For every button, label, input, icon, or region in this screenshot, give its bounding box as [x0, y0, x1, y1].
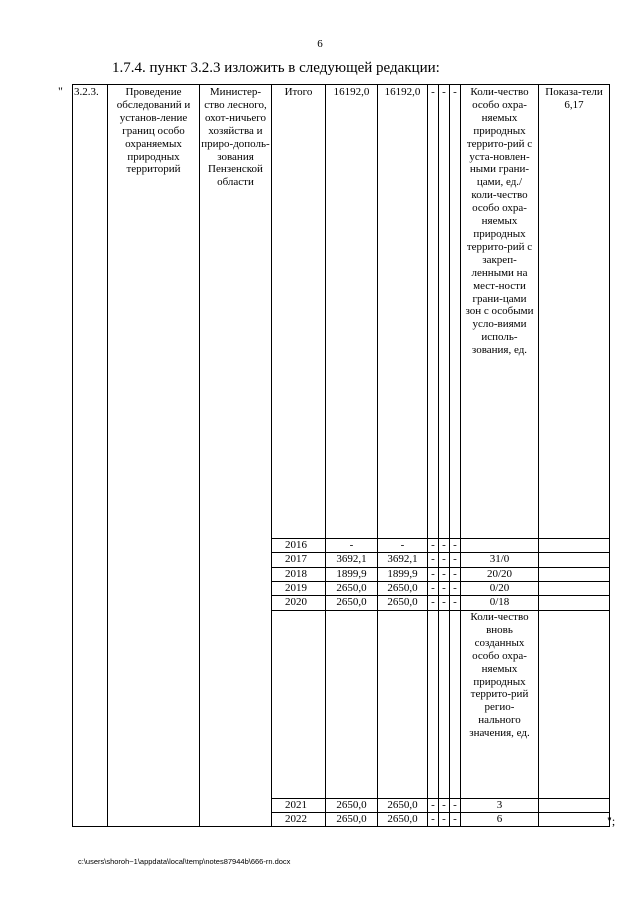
footer-file-path: c:\users\shoroh~1\appdata\local\temp\notes87944b\666-rn.docx [78, 857, 291, 866]
dash-2016-1: - [431, 539, 435, 551]
dash-2020-3: - [453, 596, 457, 608]
budget-2020: 2650,0 [387, 596, 418, 608]
opening-quote: " [58, 84, 63, 98]
total-dash-3: - [453, 86, 457, 98]
dash-2019-3: - [453, 582, 457, 594]
year-2022: 2022 [285, 813, 307, 825]
total-budget: 16192,0 [384, 86, 421, 98]
budget-2018: 1899,9 [387, 568, 418, 580]
budget-2017: 3692,1 [387, 553, 418, 565]
dash-2017-2: - [442, 553, 446, 565]
dash-2018-3: - [453, 568, 457, 580]
dash-2022-3: - [453, 813, 457, 825]
budget-2021: 2650,0 [387, 799, 418, 811]
value-2020: 0/18 [489, 596, 510, 608]
sum-2020: 2650,0 [336, 596, 367, 608]
amendment-heading: 1.7.4. пункт 3.2.3 изложить в следующей редакции: [112, 60, 440, 76]
sum-2017: 3692,1 [336, 553, 367, 565]
value-2019: 0/20 [489, 582, 510, 594]
year-2018: 2018 [285, 568, 307, 580]
dash-2021-2: - [442, 799, 446, 811]
indicator-reference: Показа-тели 6,17 [545, 86, 603, 111]
closing-quote: "; [607, 814, 616, 828]
dash-2016-2: - [442, 539, 446, 551]
value-2021: 3 [496, 799, 503, 811]
sum-2019: 2650,0 [336, 582, 367, 594]
program-table [72, 84, 610, 827]
value-2018: 20/20 [486, 568, 513, 580]
dash-2022-1: - [431, 813, 435, 825]
year-2016: 2016 [285, 539, 307, 551]
measure-name: Проведение обследований и установ-ление границ особо охраняемых природных территорий [116, 86, 191, 176]
page-number: 6 [317, 38, 323, 50]
dash-2021-1: - [431, 799, 435, 811]
total-sum: 16192,0 [333, 86, 370, 98]
sum-2022: 2650,0 [336, 813, 367, 825]
dash-2018-2: - [442, 568, 446, 580]
year-2021: 2021 [285, 799, 307, 811]
dash-2020-2: - [442, 596, 446, 608]
dash-2018-1: - [431, 568, 435, 580]
dash-2019-2: - [442, 582, 446, 594]
total-dash-1: - [431, 86, 435, 98]
executor-name: Министер-ство лесного, охот-ничьего хозяйства и приро-дополь-зования Пензенской области [201, 86, 270, 189]
sum-2021: 2650,0 [336, 799, 367, 811]
total-dash-2: - [442, 86, 446, 98]
year-2020: 2020 [285, 596, 307, 608]
sum-2018: 1899,9 [336, 568, 367, 580]
value-2017: 31/0 [489, 553, 510, 565]
dash-2021-3: - [453, 799, 457, 811]
dash-2016-3: - [453, 539, 457, 551]
budget-2022: 2650,0 [387, 813, 418, 825]
value-2022: 6 [496, 813, 503, 825]
dash-2019-1: - [431, 582, 435, 594]
dash-2022-2: - [442, 813, 446, 825]
dash-2020-1: - [431, 596, 435, 608]
sum-2016: - [349, 539, 354, 551]
budget-2016: - [400, 539, 405, 551]
indicator-description-1: Коли-чество особо охра-няемых природных террито-рий с уста-новлен-ными грани-цами, ед./ коли-чество особо охра-няемых природных террито-рий с закреп-ленными на мест-ности грани-цами зон с особыми усло-виями исполь-зования, ед. [465, 86, 534, 357]
year-2019: 2019 [285, 582, 307, 594]
total-label: Итого [284, 86, 313, 98]
budget-2019: 2650,0 [387, 582, 418, 594]
indicator-description-2: Коли-чество вновь созданных особо охра-няемых природных террито-рий регио-нального значения, ед. [469, 611, 530, 740]
year-2017: 2017 [285, 553, 307, 565]
dash-2017-3: - [453, 553, 457, 565]
item-number: 3.2.3. [74, 86, 99, 98]
dash-2017-1: - [431, 553, 435, 565]
